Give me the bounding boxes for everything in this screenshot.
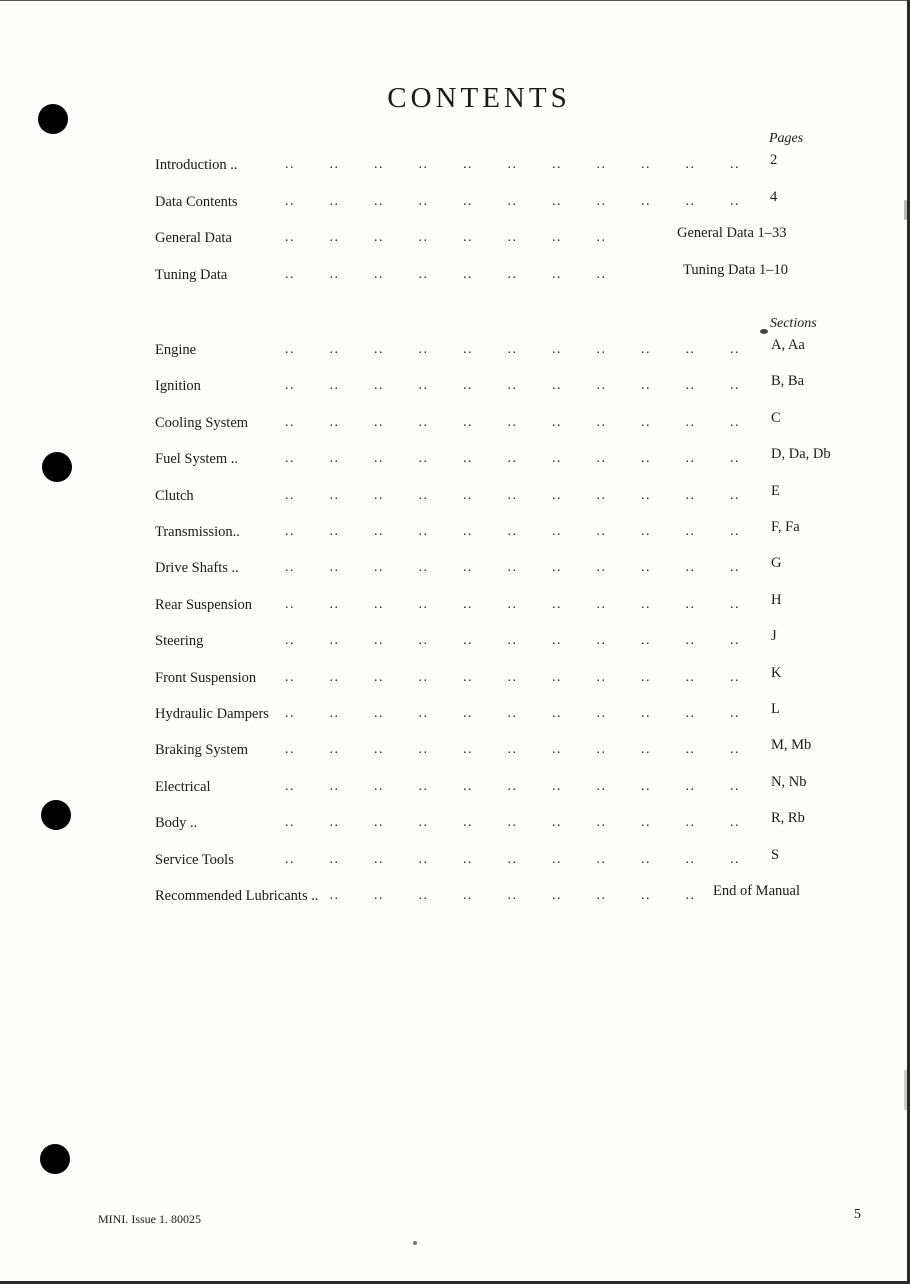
- contents-reference: End of Manual: [713, 883, 800, 899]
- contents-label: Fuel System ..: [155, 451, 238, 468]
- punch-hole: [41, 800, 71, 830]
- contents-reference: E: [771, 482, 780, 499]
- contents-reference: A, Aa: [771, 337, 805, 353]
- contents-reference: D, Da, Db: [771, 446, 831, 463]
- contents-label: Rear Suspension: [155, 596, 253, 613]
- contents-reference: J: [771, 628, 777, 645]
- contents-reference: B, Ba: [771, 373, 805, 390]
- scan-speck: [760, 329, 768, 334]
- contents-reference: G: [771, 555, 782, 572]
- contents-label: Introduction ..: [155, 157, 238, 173]
- contents-reference: S: [771, 846, 780, 863]
- footer-issue-info: MINI. Issue 1. 80025: [98, 1212, 201, 1226]
- punch-hole: [40, 1144, 70, 1174]
- contents-reference: L: [771, 701, 780, 717]
- contents-label: Drive Shafts ..: [155, 560, 239, 577]
- contents-label: Body ..: [155, 815, 198, 832]
- contents-label: Ignition: [155, 378, 201, 395]
- contents-label: Cooling System: [155, 414, 249, 431]
- contents-reference: M, Mb: [771, 737, 812, 754]
- punch-hole: [42, 452, 72, 482]
- manual-page: CONTENTS Pages Sections Introduction .. . . . . . . . . . . . . . . . . . . . . . . 2 Data Contents . . . . . . . . . . . . . . . . . . . . . . 4 General Data . . . . . . . . . . . . . . . . General Data 1–33 Tuning Data . . . . . . . . . . . . . . . . Tuning Data 1–10 Engine . . . . . . . . . . . . . . . . . . . . . . A, Aa Ignition . . . . . . . . . . . . . . . . . . . . . . B, Ba Cooling System . . . . . . . . . . . . . . . . . . . . . . C Fuel System .. . . . . . . . . . . . . . . . . . . . . . . D, Da, Db Clutch . . . . . . . . . . . . . . . . . . . . . . E Transmission.. . . . . . . . . . . . . . . . . . . . . . . F, Fa Drive Shafts .. . . . . . . . . . . . . . . . . . . . . . . G Rear Suspension . . . . . . . . . . . . . . . . . . . . . . H Steering . . . . . . . . . . . . . . . . . . . . . . J Front Suspension . . . . . . . . . . . . . . . . . . . . . . K Hydraulic Dampers . . . . . . . . . . . . . . . . . . . . . . L Braking System . . . . . . . . . . . . . . . . . . . . . . M, Mb Electrical . . . . . . . . . . . . . . . . . . . . . . N, Nb Body .. . . . . . . . . . . . . . . . . . . . . . . R, Rb Service Tools . . . . . . . . . . . . . . . . . . . . . . S Recommended Lubricants .. . . . . . . . . . . . . . . . . . . End of Manual MINI. Issue 1. 80025 5: [0, 0, 910, 1284]
- contents-label: Recommended Lubricants ..: [155, 888, 319, 904]
- page-title: CONTENTS: [387, 82, 571, 114]
- contents-label: Electrical: [155, 778, 211, 795]
- contents-label: Engine: [155, 342, 197, 358]
- contents-label: Steering: [155, 633, 204, 650]
- contents-reference: 4: [770, 188, 778, 205]
- contents-reference: R, Rb: [771, 810, 805, 827]
- scan-speck: [413, 1241, 417, 1245]
- contents-reference: C: [771, 409, 781, 426]
- contents-label: Service Tools: [155, 851, 234, 868]
- contents-label: Braking System: [155, 742, 249, 759]
- contents-label: Transmission..: [155, 524, 240, 540]
- contents-label: Tuning Data: [155, 266, 228, 283]
- contents-label: Hydraulic Dampers: [155, 706, 269, 722]
- footer-page-number: 5: [854, 1207, 861, 1222]
- page-edge-top: [0, 0, 910, 1]
- contents-label: Clutch: [155, 487, 194, 504]
- contents-label: Front Suspension: [155, 669, 257, 686]
- contents-label: Data Contents: [155, 193, 238, 210]
- pages-column-heading: Pages: [769, 131, 804, 146]
- contents-reference: General Data 1–33: [677, 225, 787, 241]
- scan-speck: [904, 1070, 907, 1110]
- contents-reference: Tuning Data 1–10: [683, 261, 788, 278]
- contents-label: General Data: [155, 230, 232, 246]
- contents-reference: N, Nb: [771, 773, 807, 790]
- contents-reference: F, Fa: [771, 519, 800, 535]
- scan-speck: [904, 200, 907, 220]
- contents-reference: K: [771, 664, 782, 681]
- sections-column-heading: Sections: [770, 316, 817, 331]
- contents-reference: H: [771, 591, 782, 608]
- contents-reference: 2: [770, 152, 778, 168]
